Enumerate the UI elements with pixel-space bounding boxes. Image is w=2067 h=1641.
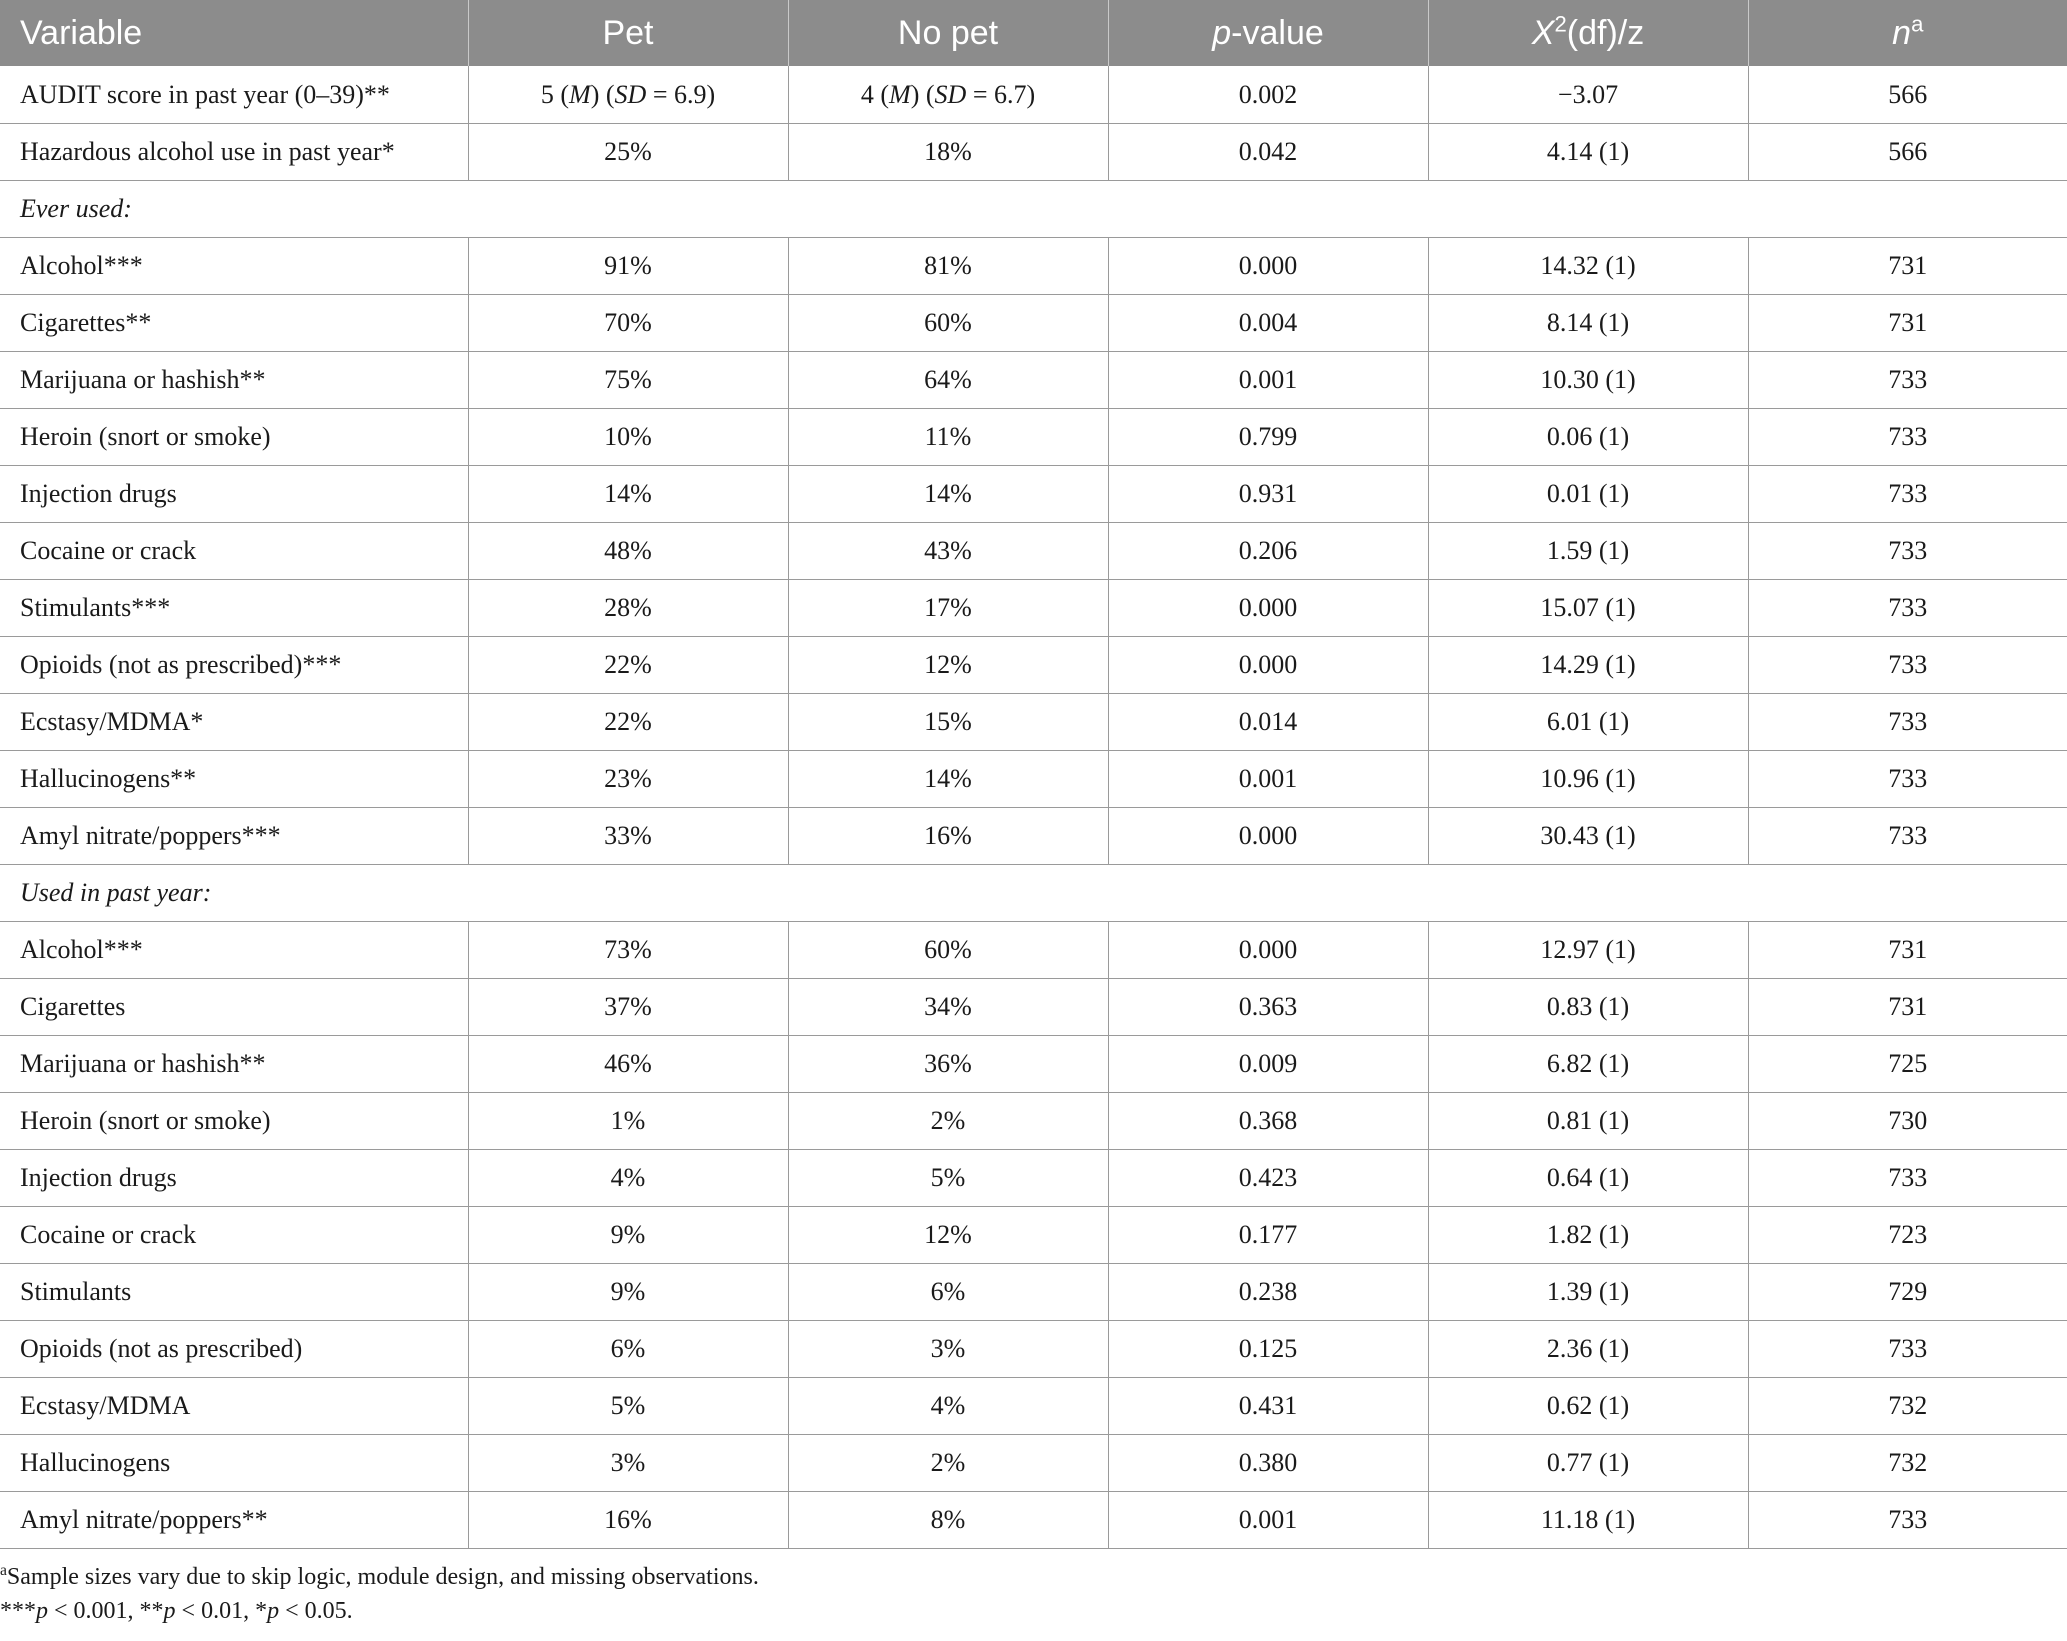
cell-n: 725 bbox=[1748, 1036, 2067, 1093]
header-p-italic: p bbox=[1212, 13, 1232, 52]
cell-p-value: 0.380 bbox=[1108, 1435, 1428, 1492]
cell-pet: 28% bbox=[468, 580, 788, 637]
cell-p-value: 0.001 bbox=[1108, 1492, 1428, 1549]
cell-n: 731 bbox=[1748, 295, 2067, 352]
cell-statistic: 4.14 (1) bbox=[1428, 124, 1748, 181]
cell-no-pet: 36% bbox=[788, 1036, 1108, 1093]
section-row-past-year bbox=[0, 865, 2067, 922]
table-row bbox=[0, 1492, 2067, 1549]
cell-pet-sd: SD bbox=[614, 79, 647, 109]
cell-variable: Marijuana or hashish** bbox=[0, 1036, 468, 1093]
cell-pet: 14% bbox=[468, 466, 788, 523]
cell-no-pet: 34% bbox=[788, 979, 1108, 1036]
cell-no-pet: 11% bbox=[788, 409, 1108, 466]
cell-pet: 6% bbox=[468, 1321, 788, 1378]
table-row bbox=[0, 1264, 2067, 1321]
cell-p-value: 0.125 bbox=[1108, 1321, 1428, 1378]
cell-statistic: 0.62 (1) bbox=[1428, 1378, 1748, 1435]
cell-variable: Alcohol*** bbox=[0, 922, 468, 979]
cell-pet: 10% bbox=[468, 409, 788, 466]
cell-pet-num: 5 ( bbox=[540, 79, 570, 109]
cell-no-pet: 43% bbox=[788, 523, 1108, 580]
cell-p-value: 0.206 bbox=[1108, 523, 1428, 580]
cell-n: 733 bbox=[1748, 580, 2067, 637]
cell-pet: 3% bbox=[468, 1435, 788, 1492]
cell-pet: 5% bbox=[468, 1378, 788, 1435]
cell-pet: 25% bbox=[468, 124, 788, 181]
cell-p-value: 0.000 bbox=[1108, 637, 1428, 694]
cell-variable: Alcohol*** bbox=[0, 238, 468, 295]
cell-n: 733 bbox=[1748, 523, 2067, 580]
header-no-pet: No pet bbox=[788, 0, 1108, 66]
cell-n: 731 bbox=[1748, 922, 2067, 979]
cell-nopet-m: M bbox=[889, 79, 911, 109]
cell-pet-mid: ) ( bbox=[590, 79, 615, 109]
cell-p-value: 0.042 bbox=[1108, 124, 1428, 181]
cell-variable: Ecstasy/MDMA bbox=[0, 1378, 468, 1435]
cell-variable: Cocaine or crack bbox=[0, 1207, 468, 1264]
table-row bbox=[0, 238, 2067, 295]
cell-n: 733 bbox=[1748, 1492, 2067, 1549]
cell-pet: 75% bbox=[468, 352, 788, 409]
table-row bbox=[0, 580, 2067, 637]
cell-pet-m: M bbox=[569, 79, 591, 109]
cell-pet bbox=[468, 66, 788, 124]
table-row bbox=[0, 1150, 2067, 1207]
table-header-row bbox=[0, 0, 2067, 66]
cell-statistic: 1.82 (1) bbox=[1428, 1207, 1748, 1264]
cell-no-pet: 2% bbox=[788, 1435, 1108, 1492]
cell-pet: 37% bbox=[468, 979, 788, 1036]
cell-variable: Stimulants bbox=[0, 1264, 468, 1321]
cell-variable: Stimulants*** bbox=[0, 580, 468, 637]
cell-statistic: 2.36 (1) bbox=[1428, 1321, 1748, 1378]
cell-p-value: 0.000 bbox=[1108, 922, 1428, 979]
table-row bbox=[0, 295, 2067, 352]
cell-nopet-mid: ) ( bbox=[910, 79, 935, 109]
table-row-audit bbox=[0, 66, 2067, 124]
cell-statistic: 14.29 (1) bbox=[1428, 637, 1748, 694]
cell-statistic: 12.97 (1) bbox=[1428, 922, 1748, 979]
header-n-italic: n bbox=[1892, 13, 1912, 52]
cell-variable: Hallucinogens** bbox=[0, 751, 468, 808]
cell-n: 733 bbox=[1748, 352, 2067, 409]
cell-variable: Amyl nitrate/poppers*** bbox=[0, 808, 468, 865]
header-chi-rest: (df)/z bbox=[1566, 13, 1645, 52]
cell-p-value: 0.368 bbox=[1108, 1093, 1428, 1150]
cell-p-value: 0.009 bbox=[1108, 1036, 1428, 1093]
footnote-sample-size bbox=[0, 1560, 2067, 1594]
cell-pet: 23% bbox=[468, 751, 788, 808]
cell-p-value: 0.431 bbox=[1108, 1378, 1428, 1435]
cell-statistic: 6.82 (1) bbox=[1428, 1036, 1748, 1093]
cell-n: 566 bbox=[1748, 66, 2067, 124]
cell-pet-end: = 6.9) bbox=[646, 79, 716, 109]
section-label-past-year: Used in past year: bbox=[0, 865, 2067, 922]
cell-statistic: 10.30 (1) bbox=[1428, 352, 1748, 409]
table-row bbox=[0, 1321, 2067, 1378]
header-p-rest: -value bbox=[1231, 13, 1324, 52]
cell-statistic: 15.07 (1) bbox=[1428, 580, 1748, 637]
cell-n: 723 bbox=[1748, 1207, 2067, 1264]
cell-n: 733 bbox=[1748, 466, 2067, 523]
cell-p-value: 0.363 bbox=[1108, 979, 1428, 1036]
table-row bbox=[0, 409, 2067, 466]
table-row bbox=[0, 694, 2067, 751]
cell-n: 733 bbox=[1748, 694, 2067, 751]
cell-p-value: 0.014 bbox=[1108, 694, 1428, 751]
cell-p-value: 0.423 bbox=[1108, 1150, 1428, 1207]
cell-variable: Injection drugs bbox=[0, 466, 468, 523]
cell-pet: 70% bbox=[468, 295, 788, 352]
cell-p-value: 0.004 bbox=[1108, 295, 1428, 352]
cell-variable: Amyl nitrate/poppers** bbox=[0, 1492, 468, 1549]
cell-n: 733 bbox=[1748, 1150, 2067, 1207]
cell-no-pet: 15% bbox=[788, 694, 1108, 751]
cell-statistic: 10.96 (1) bbox=[1428, 751, 1748, 808]
cell-variable: Hallucinogens bbox=[0, 1435, 468, 1492]
sig-rest: < 0.05. bbox=[279, 1598, 353, 1624]
cell-n: 731 bbox=[1748, 238, 2067, 295]
cell-pet: 9% bbox=[468, 1264, 788, 1321]
cell-p-value: 0.238 bbox=[1108, 1264, 1428, 1321]
cell-variable: Marijuana or hashish** bbox=[0, 352, 468, 409]
cell-statistic: 0.06 (1) bbox=[1428, 409, 1748, 466]
header-variable: Variable bbox=[0, 0, 468, 66]
table-footnotes bbox=[0, 1560, 2067, 1628]
cell-p-value: 0.177 bbox=[1108, 1207, 1428, 1264]
cell-pet: 9% bbox=[468, 1207, 788, 1264]
table-row bbox=[0, 1378, 2067, 1435]
cell-no-pet: 60% bbox=[788, 922, 1108, 979]
cell-no-pet: 18% bbox=[788, 124, 1108, 181]
cell-no-pet: 17% bbox=[788, 580, 1108, 637]
cell-p-value: 0.000 bbox=[1108, 808, 1428, 865]
cell-variable: Injection drugs bbox=[0, 1150, 468, 1207]
section-row-ever-used bbox=[0, 181, 2067, 238]
cell-pet: 4% bbox=[468, 1150, 788, 1207]
sig-stars: *** bbox=[0, 1598, 36, 1624]
cell-variable: Heroin (snort or smoke) bbox=[0, 1093, 468, 1150]
footnote-a-text: Sample sizes vary due to skip logic, module design, and missing observations. bbox=[6, 1564, 759, 1590]
cell-statistic: 1.59 (1) bbox=[1428, 523, 1748, 580]
table-row bbox=[0, 922, 2067, 979]
cell-no-pet: 6% bbox=[788, 1264, 1108, 1321]
cell-no-pet: 4% bbox=[788, 1378, 1108, 1435]
cell-n: 733 bbox=[1748, 637, 2067, 694]
cell-no-pet: 12% bbox=[788, 637, 1108, 694]
cell-n: 729 bbox=[1748, 1264, 2067, 1321]
cell-n: 733 bbox=[1748, 808, 2067, 865]
section-label-ever-used: Ever used: bbox=[0, 181, 2067, 238]
table-row bbox=[0, 1435, 2067, 1492]
sig-p: p bbox=[163, 1598, 176, 1624]
cell-nopet-sd: SD bbox=[934, 79, 967, 109]
cell-no-pet: 60% bbox=[788, 295, 1108, 352]
footnote-a-mark: a bbox=[0, 1562, 7, 1579]
cell-nopet-end: = 6.7) bbox=[966, 79, 1036, 109]
cell-no-pet: 8% bbox=[788, 1492, 1108, 1549]
header-p-value bbox=[1108, 0, 1428, 66]
table-row-hazardous bbox=[0, 124, 2067, 181]
cell-nopet-num: 4 ( bbox=[860, 79, 890, 109]
cell-variable: Cigarettes bbox=[0, 979, 468, 1036]
header-n bbox=[1748, 0, 2067, 66]
cell-pet: 73% bbox=[468, 922, 788, 979]
footnote-significance bbox=[0, 1594, 2067, 1628]
cell-statistic: 0.77 (1) bbox=[1428, 1435, 1748, 1492]
cell-p-value: 0.000 bbox=[1108, 580, 1428, 637]
cell-variable: AUDIT score in past year (0–39)** bbox=[0, 66, 468, 124]
cell-statistic: 1.39 (1) bbox=[1428, 1264, 1748, 1321]
cell-p-value: 0.799 bbox=[1108, 409, 1428, 466]
cell-n: 733 bbox=[1748, 1321, 2067, 1378]
cell-no-pet: 14% bbox=[788, 751, 1108, 808]
sig-rest: < 0.01, bbox=[175, 1598, 256, 1624]
cell-statistic: 6.01 (1) bbox=[1428, 694, 1748, 751]
cell-p-value: 0.001 bbox=[1108, 352, 1428, 409]
cell-variable: Hazardous alcohol use in past year* bbox=[0, 124, 468, 181]
cell-no-pet: 5% bbox=[788, 1150, 1108, 1207]
cell-variable: Ecstasy/MDMA* bbox=[0, 694, 468, 751]
cell-statistic: 0.64 (1) bbox=[1428, 1150, 1748, 1207]
cell-n: 732 bbox=[1748, 1435, 2067, 1492]
table-row bbox=[0, 808, 2067, 865]
sig-p: p bbox=[267, 1598, 280, 1624]
cell-pet: 33% bbox=[468, 808, 788, 865]
cell-statistic: 14.32 (1) bbox=[1428, 238, 1748, 295]
cell-no-pet bbox=[788, 66, 1108, 124]
cell-p-value: 0.002 bbox=[1108, 66, 1428, 124]
cell-pet: 1% bbox=[468, 1093, 788, 1150]
cell-no-pet: 16% bbox=[788, 808, 1108, 865]
table-row bbox=[0, 1093, 2067, 1150]
cell-p-value: 0.931 bbox=[1108, 466, 1428, 523]
cell-n: 731 bbox=[1748, 979, 2067, 1036]
cell-no-pet: 81% bbox=[788, 238, 1108, 295]
cell-p-value: 0.001 bbox=[1108, 751, 1428, 808]
cell-p-value: 0.000 bbox=[1108, 238, 1428, 295]
cell-pet: 16% bbox=[468, 1492, 788, 1549]
cell-n: 732 bbox=[1748, 1378, 2067, 1435]
cell-pet: 91% bbox=[468, 238, 788, 295]
table-row bbox=[0, 1036, 2067, 1093]
cell-no-pet: 2% bbox=[788, 1093, 1108, 1150]
cell-statistic: 0.01 (1) bbox=[1428, 466, 1748, 523]
cell-statistic: 11.18 (1) bbox=[1428, 1492, 1748, 1549]
sig-p: p bbox=[36, 1598, 48, 1624]
cell-pet: 22% bbox=[468, 637, 788, 694]
cell-variable: Cocaine or crack bbox=[0, 523, 468, 580]
sig-stars: ** bbox=[139, 1598, 164, 1624]
cell-statistic: 8.14 (1) bbox=[1428, 295, 1748, 352]
cell-n: 566 bbox=[1748, 124, 2067, 181]
cell-statistic: −3.07 bbox=[1428, 66, 1748, 124]
header-chi-x: X bbox=[1531, 13, 1555, 52]
cell-pet: 22% bbox=[468, 694, 788, 751]
table-row bbox=[0, 1207, 2067, 1264]
header-chi-sup: 2 bbox=[1554, 11, 1567, 37]
cell-statistic: 30.43 (1) bbox=[1428, 808, 1748, 865]
cell-statistic: 0.81 (1) bbox=[1428, 1093, 1748, 1150]
sig-rest: < 0.001, bbox=[48, 1598, 140, 1624]
table-row bbox=[0, 466, 2067, 523]
cell-no-pet: 14% bbox=[788, 466, 1108, 523]
table-row bbox=[0, 751, 2067, 808]
cell-no-pet: 64% bbox=[788, 352, 1108, 409]
header-chi-square bbox=[1428, 0, 1748, 66]
cell-pet: 48% bbox=[468, 523, 788, 580]
table-row bbox=[0, 352, 2067, 409]
cell-n: 733 bbox=[1748, 751, 2067, 808]
table-row bbox=[0, 637, 2067, 694]
cell-variable: Opioids (not as prescribed) bbox=[0, 1321, 468, 1378]
cell-variable: Heroin (snort or smoke) bbox=[0, 409, 468, 466]
cell-no-pet: 12% bbox=[788, 1207, 1108, 1264]
cell-no-pet: 3% bbox=[788, 1321, 1108, 1378]
sig-stars: * bbox=[255, 1598, 268, 1624]
header-pet: Pet bbox=[468, 0, 788, 66]
cell-statistic: 0.83 (1) bbox=[1428, 979, 1748, 1036]
cell-pet: 46% bbox=[468, 1036, 788, 1093]
cell-n: 733 bbox=[1748, 409, 2067, 466]
table-row bbox=[0, 979, 2067, 1036]
cell-variable: Opioids (not as prescribed)*** bbox=[0, 637, 468, 694]
table-row bbox=[0, 523, 2067, 580]
cell-n: 730 bbox=[1748, 1093, 2067, 1150]
header-n-sup: a bbox=[1911, 11, 1924, 37]
cell-variable: Cigarettes** bbox=[0, 295, 468, 352]
